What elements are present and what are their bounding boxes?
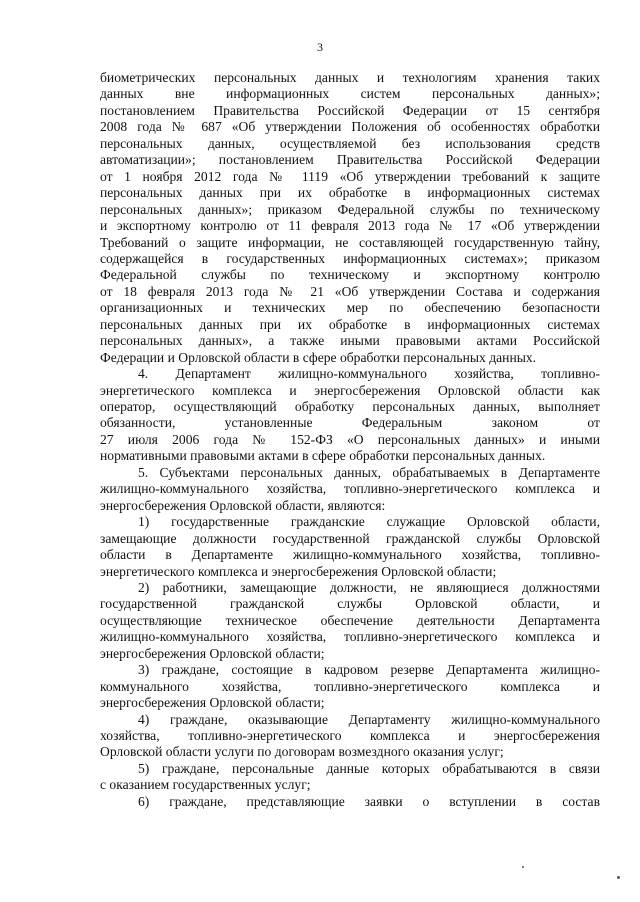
text-line: оператор, осуществляющий обработку персональных данных, выполняет (100, 399, 600, 414)
text-line: Федеральной службы по техническому и экспортному контролю (100, 267, 600, 282)
text-line: государственной гражданской службы Орловской области, и (100, 596, 600, 611)
text-line: Орловской области услуги по договорам возмездного оказания услуг; (100, 744, 504, 759)
text-line: персональных данных, осуществляемой без использования средств (100, 136, 600, 151)
text-line: обязанности, установленные Федеральным законом от (100, 415, 600, 430)
text-line: 5. Субъектами персональных данных, обрабатываемых в Департаменте (138, 465, 600, 480)
text-line: биометрических персональных данных и технологиям хранения таких (100, 70, 600, 85)
text-line: 27 июля 2006 года № 152-ФЗ «О персональных данных» и иными (100, 432, 600, 447)
text-line: 6) граждане, представляющие заявки о вступлении в состав (138, 794, 600, 809)
text-line: содержащейся в государственных информационных системах»; приказом (100, 251, 600, 266)
text-line: Федерации и Орловской области в сфере обработки персональных данных. (100, 350, 537, 365)
text-line: персональных данных», а также иными правовыми актами Российской (100, 333, 600, 348)
text-line: энергосбережения Орловской области; (100, 695, 325, 710)
text-line: энергетического комплекса и энергосбережения Орловской области как (100, 383, 600, 398)
scan-speck (522, 866, 524, 868)
text-line: жилищно-коммунального хозяйства, топливно-энергетического комплекса и (100, 481, 600, 496)
text-line: автоматизации»; постановлением Правительства Российской Федерации (100, 152, 600, 167)
text-line: коммунального хозяйства, топливно-энергетического комплекса и (100, 679, 600, 694)
text-line: 2) работники, замещающие должности, не являющиеся должностями (138, 580, 600, 595)
text-line: осуществляющие техническое обеспечение деятельности Департамента (100, 613, 600, 628)
text-line: замещающие должности государственной гражданской службы Орловской (100, 531, 600, 546)
text-line: от 18 февраля 2013 года № 21 «Об утверждении Состава и содержания (100, 284, 600, 299)
text-line: области в Департаменте жилищно-коммунального хозяйства, топливно- (100, 547, 600, 562)
text-line: и экспортному контролю от 11 февраля 2013 года № 17 «Об утверждении (100, 218, 600, 233)
text-line: персональных данных»; приказом Федеральной службы по техническому (100, 202, 600, 217)
text-line: от 1 ноября 2012 года № 1119 «Об утверждении требований к защите (100, 169, 600, 184)
text-line: 3) граждане, состоящие в кадровом резерве Департамента жилищно- (138, 662, 600, 677)
text-line: данных вне информационных систем персональных данных»; (100, 86, 600, 101)
text-line: 5) граждане, персональные данные которых обрабатываются в связи (138, 761, 600, 776)
text-line: 1) государственные гражданские служащие Орловской области, (138, 514, 600, 529)
text-line: персональных данных при их обработке в информационных системах (100, 185, 600, 200)
text-line: с оказанием государственных услуг; (100, 777, 311, 792)
scan-speck (617, 876, 620, 879)
text-line: жилищно-коммунального хозяйства, топливно-энергетического комплекса и (100, 629, 600, 644)
text-line: Требований о защите информации, не составляющей государственную тайну, (100, 235, 600, 250)
text-line: энергетического комплекса и энергосбережения Орловской области; (100, 564, 497, 579)
page-number: 3 (317, 40, 323, 54)
text-line: персональных данных при их обработке в информационных системах (100, 317, 600, 332)
text-line: организационных и технических мер по обеспечению безопасности (100, 300, 600, 315)
text-line: 2008 года № 687 «Об утверждении Положения об особенностях обработки (100, 119, 600, 134)
text-line: энергосбережения Орловской области; (100, 646, 325, 661)
text-line: нормативными правовыми актами в сфере обработки персональных данных. (100, 448, 546, 463)
text-line: хозяйства, топливно-энергетического комплекса и энергосбережения (100, 728, 600, 743)
text-line: 4. Департамент жилищно-коммунального хозяйства, топливно- (138, 366, 600, 381)
text-line: 4) граждане, оказывающие Департаменту жилищно-коммунального (138, 712, 600, 727)
text-line: постановлением Правительства Российской Федерации от 15 сентября (100, 103, 600, 118)
text-line: энергосбережения Орловской области, являются: (100, 498, 386, 513)
